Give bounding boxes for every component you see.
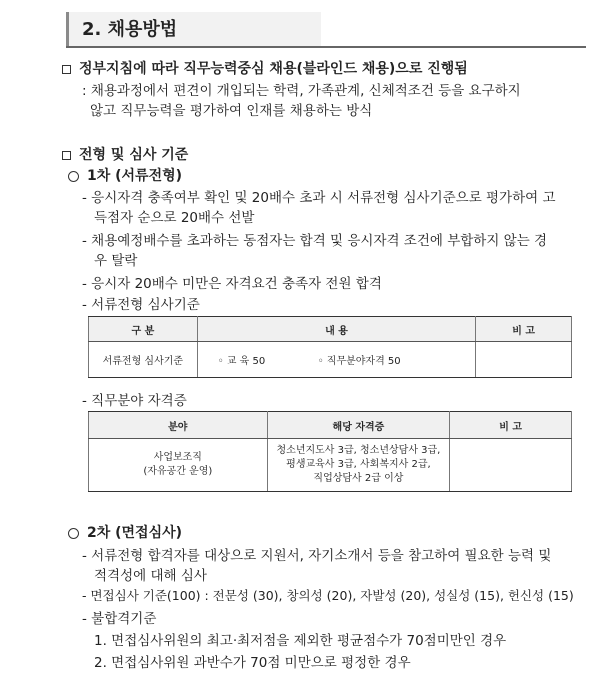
principle-heading: 정부지침에 따라 직무능력중심 채용(블라인드 채용)으로 진행됨 [79, 61, 468, 77]
note-cell [450, 439, 572, 492]
certificate-line: 청소년지도사 3급, 청소년상담사 3급, [276, 445, 441, 456]
square-bullet-icon [62, 151, 71, 160]
qualification-table [88, 411, 572, 492]
stage1-bullet4: - 서류전형 심사기준 [82, 297, 200, 313]
certificate-line: 직업상담사 2급 이상 [313, 473, 404, 484]
content-cell [197, 342, 476, 378]
stage1-title: 1차 (서류전형) [87, 168, 183, 184]
stage2-title-row [68, 522, 182, 542]
column-header: 구 분 [89, 317, 198, 342]
certificate-line: 평생교육사 3급, 사회복지사 2급, [286, 459, 431, 470]
principle-desc-line1: : 채용과정에서 편견이 개입되는 학력, 가족관계, 신체적조건 등을 요구하지 [82, 83, 521, 99]
screening-criteria-table [88, 316, 572, 378]
note-cell [476, 342, 572, 378]
stage1-bullet3: - 응시자 20배수 미만은 자격요건 충족자 전원 합격 [82, 276, 382, 292]
criteria-heading-row [62, 144, 188, 164]
table-header-row [89, 412, 572, 439]
title-rule [66, 46, 586, 48]
category-cell: 서류전형 심사기준 [89, 342, 198, 378]
square-bullet-icon [62, 65, 71, 74]
circle-bullet-icon [68, 528, 79, 539]
stage2-bullet2: - 면접심사 기준(100) : 전문성 (30), 창의성 (20), 자발성 (20), 성실성 (15), 헌신성 (15) [82, 588, 574, 603]
column-header: 비 고 [450, 412, 572, 439]
column-header: 내 용 [197, 317, 476, 342]
stage2-bullet1-line1: - 서류전형 합격자를 대상으로 지원서, 자기소개서 등을 참고하여 필요한 능력 및 [82, 548, 552, 564]
fail-criterion-1: 1. 면접심사위원의 최고·최저점을 제외한 평균점수가 70점미만인 경우 [94, 633, 507, 649]
stage1-bullet2-line2: 우 탈락 [94, 253, 138, 269]
stage1-bullet1-line2: 득점자 순으로 20배수 선발 [94, 210, 255, 226]
column-header: 분야 [89, 412, 268, 439]
stage1-title-row [68, 165, 182, 185]
certificate-cell [267, 439, 450, 492]
column-header: 비 고 [476, 317, 572, 342]
fail-criterion-2: 2. 면접심사위원 과반수가 70점 미만으로 평정한 경우 [94, 655, 411, 671]
principle-heading-row [62, 58, 468, 78]
table-row [89, 439, 572, 492]
content-item-education: ◦ 교 육 50 [217, 356, 266, 367]
stage2-bullet3: - 불합격기준 [82, 611, 157, 627]
principle-desc-line2: 않고 직무능력을 평가하여 인재를 채용하는 방식 [90, 103, 373, 119]
stage1-bullet1-line1: - 응시자격 충족여부 확인 및 20배수 초과 시 서류전형 심사기준으로 평가하여 고 [82, 190, 556, 206]
stage1-bullet2-line1: - 채용예정배수를 초과하는 동점자는 합격 및 응시자격 조건에 부합하지 않는 경 [82, 233, 548, 249]
section-title: 2. 채용방법 [82, 19, 178, 40]
stage2-bullet1-line2: 적격성에 대해 심사 [94, 568, 207, 584]
content-item-qualification: ◦ 직무분야자격 50 [317, 356, 401, 367]
field-line: (자유공간 운영) [143, 466, 213, 477]
field-cell [89, 439, 268, 492]
circle-bullet-icon [68, 171, 79, 182]
criteria-heading: 전형 및 심사 기준 [79, 147, 189, 163]
stage1-bullet5: - 직무분야 자격증 [82, 393, 187, 409]
stage2-title: 2차 (면접심사) [87, 525, 183, 541]
table-header-row [89, 317, 572, 342]
column-header: 해당 자격증 [267, 412, 450, 439]
table-row [89, 342, 572, 378]
field-line: 사업보조직 [153, 452, 202, 463]
